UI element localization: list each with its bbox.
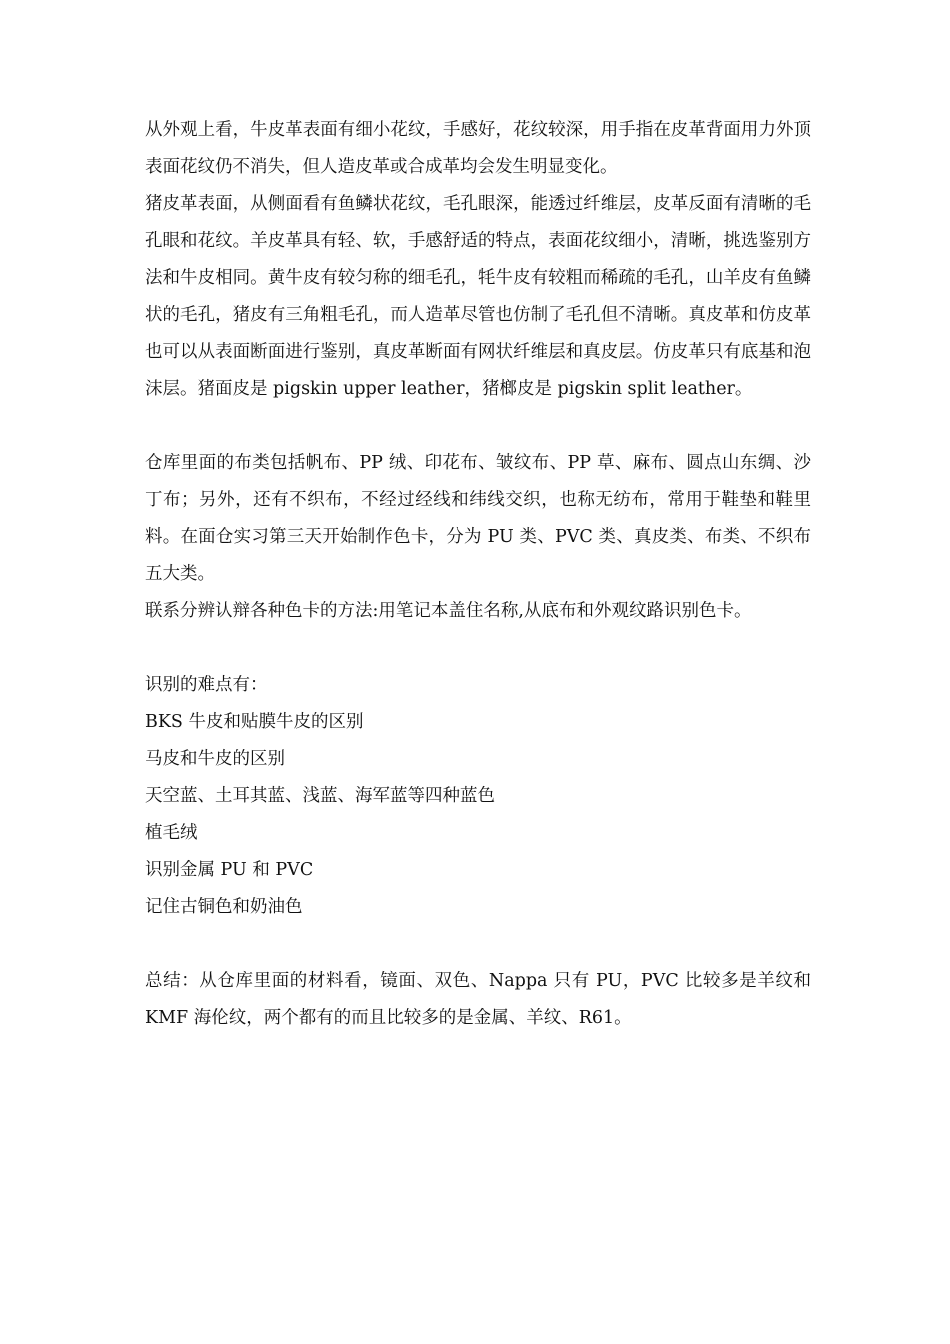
- paragraph-fabric-types: 仓库里面的布类包括帆布、PP 绒、印花布、皱纹布、PP 草、麻布、圆点山东绸、沙丁布；另外，还有不织布，不经过经线和纬线交织，也称无纺布，常用于鞋垫和鞋里料。在面仓实习第三天开始制作色卡，分为 PU 类、PVC 类、真皮类、布类、不织布五大类。: [145, 453, 811, 584]
- difficulty-item: 记住古铜色和奶油色: [145, 897, 303, 917]
- difficulty-item: 识别金属 PU 和 PVC: [145, 860, 314, 880]
- document-body: [145, 112, 811, 1037]
- paragraph-summary: 总结：从仓库里面的材料看，镜面、双色、Nappa 只有 PU，PVC 比较多是羊纹和 KMF 海伦纹，两个都有的而且比较多的是金属、羊纹、R61。: [145, 971, 811, 1028]
- difficulty-item: 植毛绒: [145, 823, 198, 843]
- difficulty-item: 天空蓝、土耳其蓝、浅蓝、海军蓝等四种蓝色: [145, 786, 495, 806]
- paragraph-leather-pigskin: 猪皮革表面，从侧面看有鱼鳞状花纹，毛孔眼深，能透过纤维层，皮革反面有清晰的毛孔眼和花纹。羊皮革具有轻、软，手感舒适的特点，表面花纹细小，清晰，挑选鉴别方法和牛皮相同。黄牛皮有较匀称的细毛孔，牦牛皮有较粗而稀疏的毛孔，山羊皮有鱼鳞状的毛孔，猪皮有三角粗毛孔，而人造革尽管也仿制了毛孔但不清晰。真皮革和仿皮革也可以从表面断面进行鉴别，真皮革断面有网状纤维层和真皮层。仿皮革只有底基和泡沫层。猪面皮是 pigskin upper leather，猪榔皮是 pigskin split leather。: [145, 194, 811, 399]
- paragraph-gap: [145, 408, 811, 445]
- paragraph-leather-cowhide: 从外观上看，牛皮革表面有细小花纹，手感好，花纹较深，用手指在皮革背面用力外顶表面花纹仍不消失，但人造皮革或合成革均会发生明显变化。: [145, 120, 811, 177]
- difficulty-item: BKS 牛皮和贴膜牛皮的区别: [145, 712, 364, 732]
- paragraph-gap: [145, 630, 811, 667]
- paragraph-color-card-method: 联系分辨认辩各种色卡的方法:用笔记本盖住名称,从底布和外观纹路识别色卡。: [145, 601, 752, 621]
- paragraph-gap: [145, 926, 811, 963]
- difficulty-item: 马皮和牛皮的区别: [145, 749, 285, 769]
- difficulties-heading: 识别的难点有：: [145, 675, 268, 695]
